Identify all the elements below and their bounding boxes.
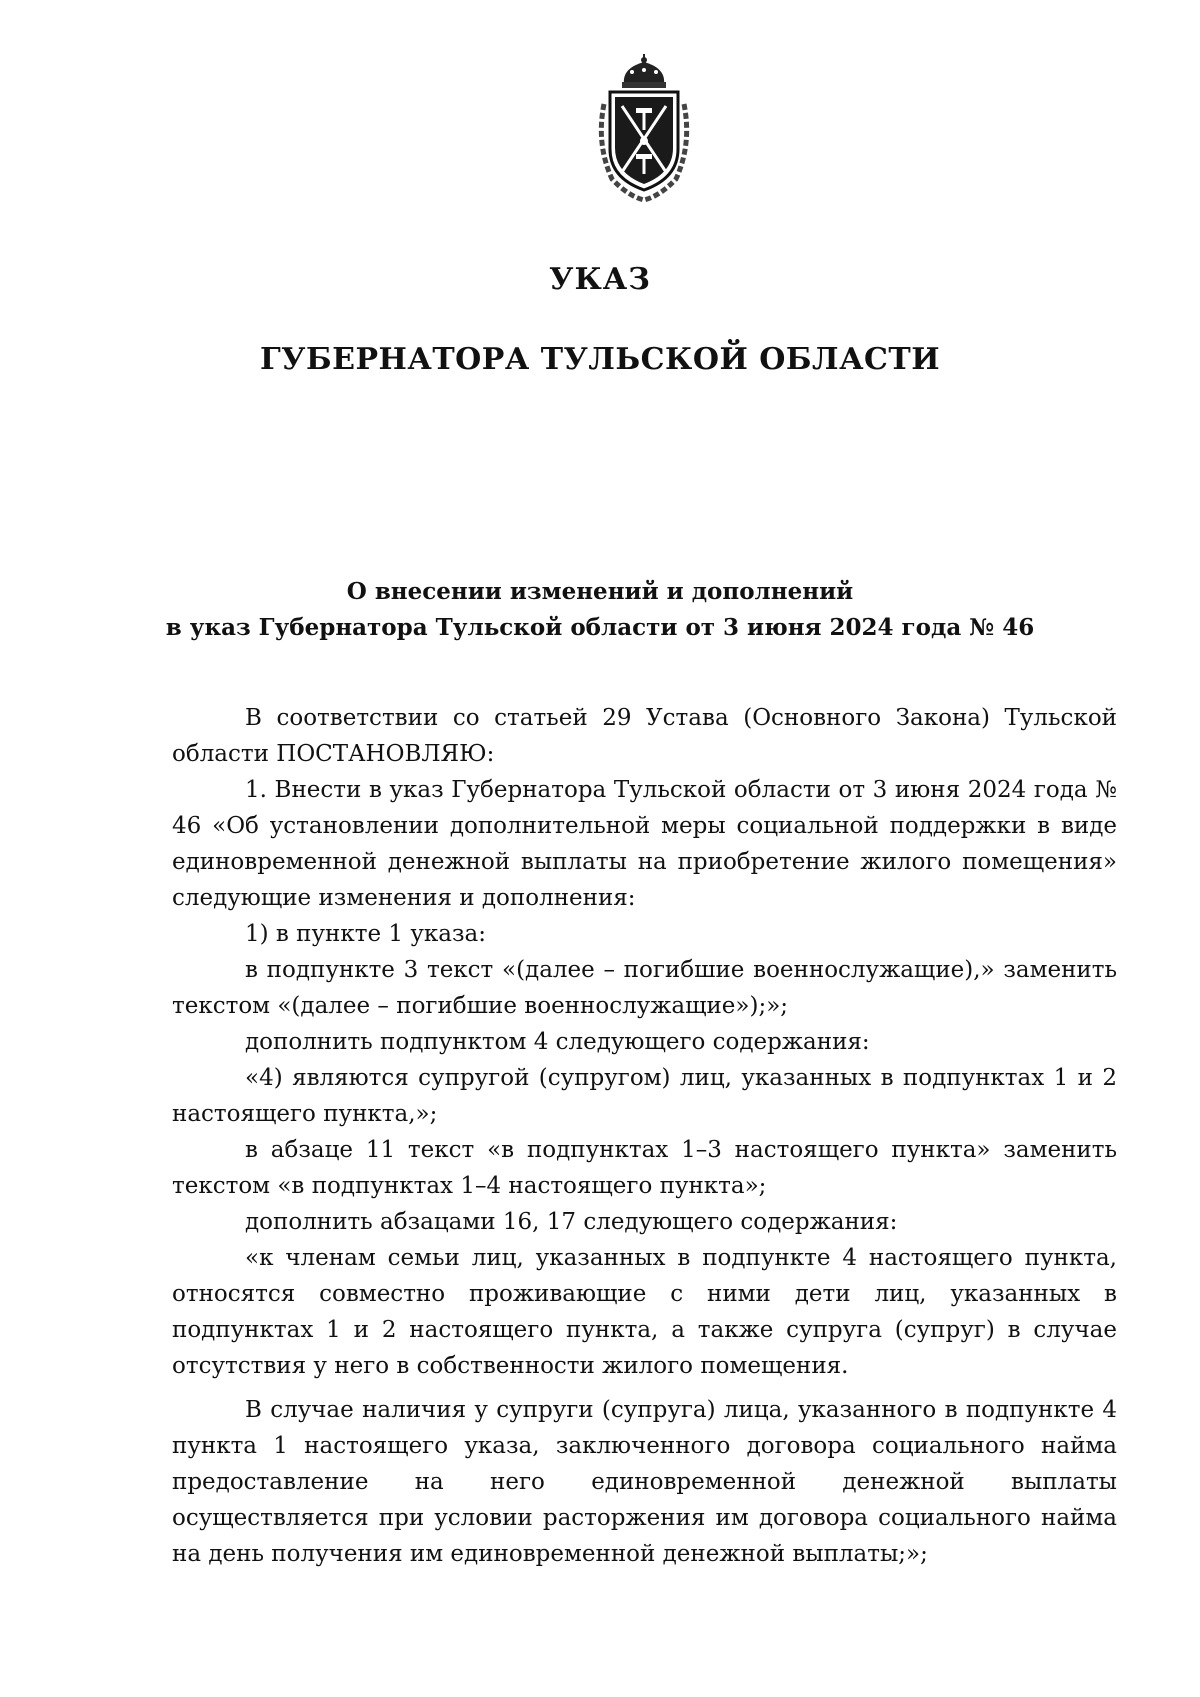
document-body — [172, 700, 1117, 1572]
paragraph: В соответствии со статьей 29 Устава (Основного Закона) Тульской области ПОСТАНОВЛЯЮ: — [172, 705, 1117, 767]
paragraph: в абзаце 11 текст «в подпунктах 1–3 настоящего пункта» заменить текстом «в подпунктах 1–4 настоящего пункта»; — [172, 1137, 1117, 1199]
tula-coat-of-arms-icon — [592, 54, 696, 204]
document-heading — [0, 574, 1200, 646]
paragraph: в подпункте 3 текст «(далее – погибшие военнослужащие),» заменить текстом «(далее – погибшие военнослужащие»);»; — [172, 957, 1117, 1019]
paragraph: дополнить абзацами 16, 17 следующего содержания: — [245, 1209, 898, 1235]
document-type-title: УКАЗ — [549, 262, 651, 297]
paragraph: 1) в пункте 1 указа: — [245, 921, 486, 947]
paragraph: «к членам семьи лиц, указанных в подпункте 4 настоящего пункта, относятся совместно проживающие с ними дети лиц, указанных в подпунктах 1 и 2 настоящего пункта, а также супруга (супруг) в случае отсутствия у него в собственности жилого помещения. — [172, 1245, 1117, 1379]
issuer-title: ГУБЕРНАТОРА ТУЛЬСКОЙ ОБЛАСТИ — [259, 342, 941, 377]
paragraph: В случае наличия у супруги (супруга) лица, указанного в подпункте 4 пункта 1 настоящего указа, заключенного договора социального найма предоставление на него единовременной денежной выплаты осуществляется при условии расторжения им договора социального найма на день получения им единовременной денежной выплаты;»; — [172, 1397, 1117, 1567]
heading-line-1: О внесении изменений и дополнений — [346, 578, 854, 605]
heading-line-2: в указ Губернатора Тульской области от 3 июня 2024 года № 46 — [165, 614, 1035, 641]
paragraph: 1. Внести в указ Губернатора Тульской области от 3 июня 2024 года № 46 «Об установлении дополнительной меры социальной поддержки в виде единовременной денежной выплаты на приобретение жилого помещения» следующие изменения и дополнения: — [172, 777, 1117, 911]
paragraph: «4) являются супругой (супругом) лиц, указанных в подпунктах 1 и 2 настоящего пункта,»; — [172, 1065, 1117, 1127]
paragraph: дополнить подпунктом 4 следующего содержания: — [245, 1029, 870, 1055]
